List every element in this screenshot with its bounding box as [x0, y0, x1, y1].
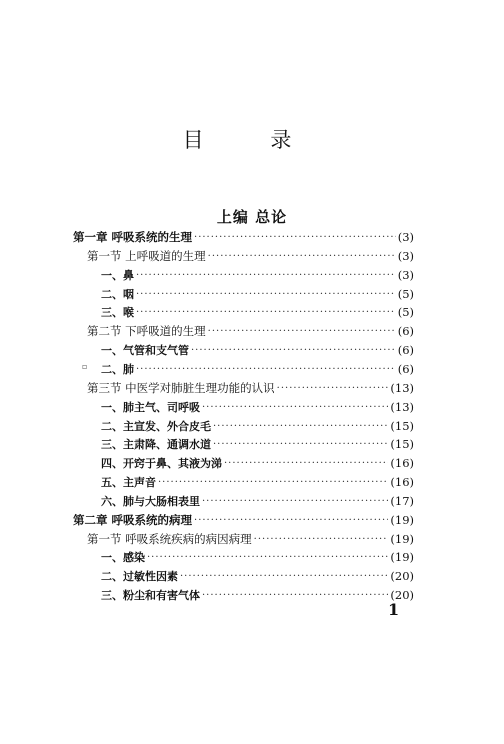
- toc-entry: [101, 417, 414, 436]
- toc-entry-page: (20): [390, 588, 414, 603]
- dot-leader: [213, 435, 388, 454]
- dot-leader: [202, 398, 388, 417]
- toc-entry-page: (16): [390, 475, 414, 490]
- toc-entry-title: 一、鼻: [101, 268, 134, 282]
- toc-entry: [101, 435, 414, 454]
- toc-entry-title: 二、咽: [101, 287, 134, 301]
- toc-entry-title: 六、肺与大肠相表里: [101, 494, 200, 508]
- toc-entry-page: (19): [390, 531, 414, 546]
- dot-leader: [194, 511, 388, 530]
- toc-entry-title: 三、主肃降、通调水道: [101, 438, 211, 452]
- page-title: 目 录: [182, 128, 322, 152]
- toc-entry: [101, 548, 414, 567]
- toc-entry: [101, 266, 414, 285]
- dot-leader: [180, 567, 388, 586]
- toc-entry: [101, 303, 414, 322]
- toc-entry: [101, 454, 414, 473]
- toc-entry-title: 第一节 上呼吸道的生理: [87, 248, 206, 263]
- dot-leader: [136, 303, 396, 322]
- part-heading: 上编 总论: [216, 208, 288, 226]
- toc-entry-page: (13): [390, 380, 414, 395]
- toc-entry-title: 四、开窍于鼻、其液为涕: [101, 457, 222, 471]
- dot-leader: [213, 417, 388, 436]
- toc-entry: [101, 285, 414, 304]
- toc-entry-page: (15): [390, 418, 414, 433]
- toc-entry-page: (6): [397, 361, 414, 376]
- toc-entry-page: (6): [397, 324, 414, 339]
- toc-entry-page: (15): [390, 437, 414, 452]
- toc-entry-title: 第三节 中医学对肺脏生理功能的认识: [87, 380, 275, 395]
- dot-leader: [136, 266, 396, 285]
- toc-entry: [101, 398, 414, 417]
- toc-entry-title: 第一章 呼吸系统的生理: [73, 230, 193, 244]
- toc-entry: [73, 228, 414, 247]
- toc-entry-title: 五、主声音: [101, 476, 156, 490]
- toc-entry: [87, 247, 414, 266]
- toc-entry: [87, 322, 414, 341]
- dot-leader: [158, 473, 388, 492]
- toc-entry-title: 二、过敏性因素: [101, 570, 178, 584]
- toc-entry: [87, 379, 414, 398]
- toc-entry-title: 二、肺: [101, 362, 134, 376]
- scan-mark: ▫: [82, 362, 88, 371]
- toc-entry-title: 第一节 呼吸系统疾病的病因病理: [87, 531, 252, 546]
- toc-entry-page: (19): [390, 512, 414, 527]
- dot-leader: [208, 247, 396, 266]
- toc-entry: [101, 492, 414, 511]
- dot-leader: [202, 586, 388, 605]
- dot-leader: [254, 530, 389, 549]
- toc-entry: [101, 473, 414, 492]
- toc-entry: [87, 530, 414, 549]
- toc-entry-title: 第二节 下呼吸道的生理: [87, 324, 206, 339]
- toc-entry-page: (13): [390, 399, 414, 414]
- dot-leader: [136, 285, 396, 304]
- toc-entry: [101, 360, 414, 379]
- dot-leader: [194, 228, 396, 247]
- toc-entry: [73, 511, 414, 530]
- toc-entry-title: 一、气管和支气管: [101, 344, 189, 358]
- toc-entry-page: (19): [390, 550, 414, 565]
- toc-entry-page: (3): [397, 248, 414, 263]
- toc-entry-page: (5): [397, 286, 414, 301]
- toc-entry-title: 二、主宣发、外合皮毛: [101, 419, 211, 433]
- toc-entry-page: (20): [390, 569, 414, 584]
- toc-entry: [101, 341, 414, 360]
- toc-entry: [101, 586, 414, 605]
- toc-entry-title: 三、粉尘和有害气体: [101, 589, 200, 603]
- toc-entry-page: (17): [390, 493, 414, 508]
- dot-leader: [136, 360, 396, 379]
- toc-entry-page: (3): [397, 267, 414, 282]
- toc-entry-page: (6): [397, 343, 414, 358]
- dot-leader: [147, 548, 388, 567]
- dot-leader: [191, 341, 396, 360]
- toc-entry-page: (5): [397, 305, 414, 320]
- dot-leader: [224, 454, 388, 473]
- dot-leader: [202, 492, 388, 511]
- page-number: 1: [388, 600, 400, 619]
- toc-entry-title: 第二章 呼吸系统的病理: [73, 512, 193, 527]
- toc-entry-title: 三、喉: [101, 306, 134, 320]
- toc-entry-title: 一、感染: [101, 551, 145, 565]
- toc-entry-page: (16): [390, 456, 414, 471]
- toc-entry: [101, 567, 414, 586]
- toc-entry-title: 一、肺主气、司呼吸: [101, 400, 200, 414]
- toc-entry-page: (3): [397, 230, 414, 244]
- dot-leader: [277, 379, 389, 398]
- dot-leader: [208, 322, 396, 341]
